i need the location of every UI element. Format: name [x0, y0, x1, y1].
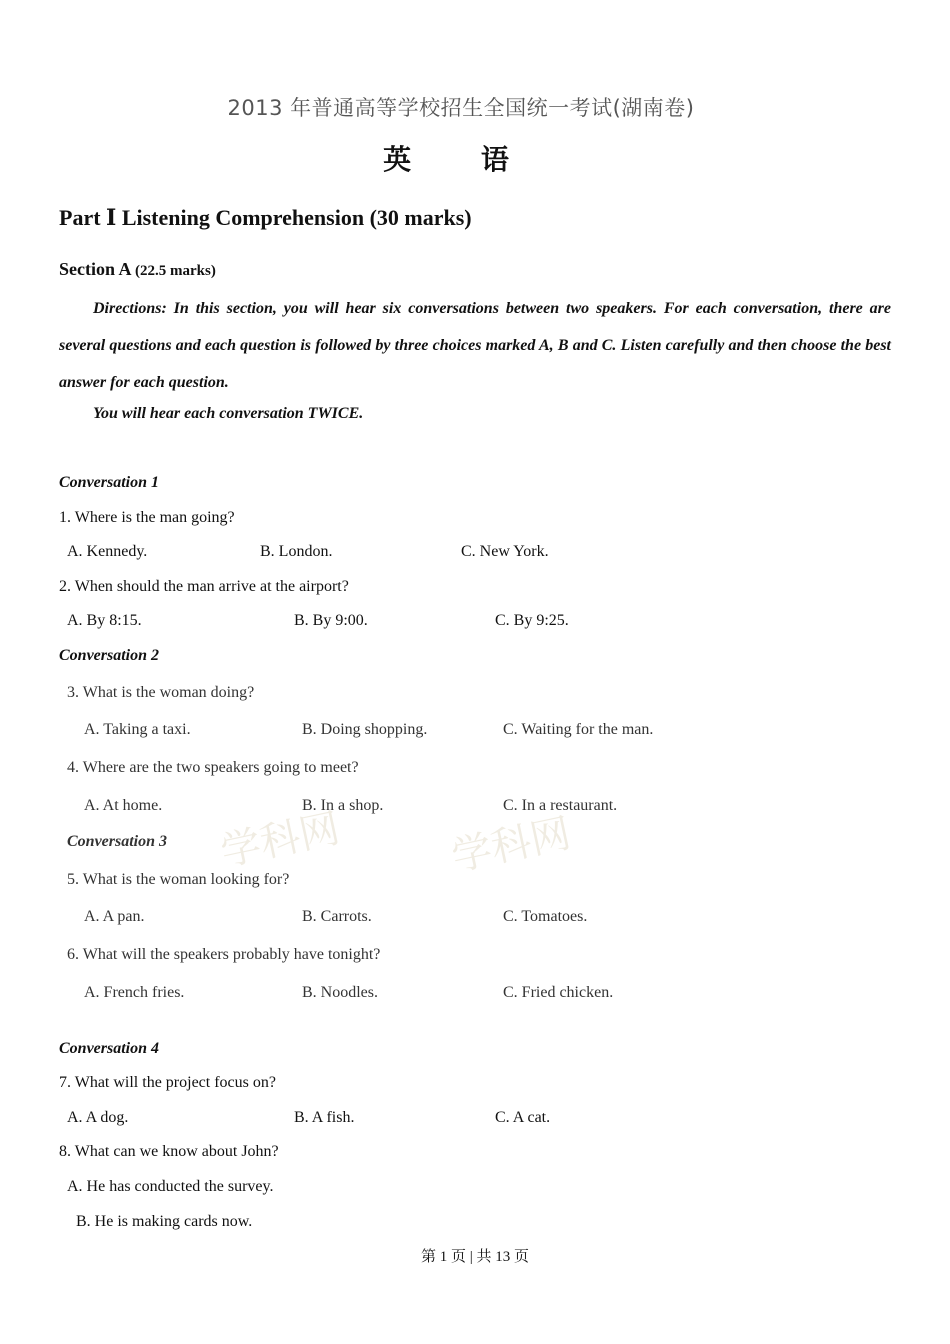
- option-a: A. French fries.: [84, 984, 185, 1001]
- option-b: B. Noodles.: [302, 984, 378, 1001]
- part-title: Part Ⅰ Listening Comprehension (30 marks): [59, 205, 472, 230]
- option-a: A. A pan.: [84, 908, 145, 925]
- option-c: C. Tomatoes.: [503, 908, 588, 925]
- question-text: 2. When should the man arrive at the airport?: [59, 578, 349, 595]
- twice-note: You will hear each conversation TWICE.: [93, 405, 364, 422]
- option-b: B. By 9:00.: [294, 612, 368, 629]
- option-a: A. He has conducted the survey.: [67, 1178, 274, 1195]
- option-b: B. London.: [260, 543, 333, 560]
- section-title: [59, 259, 216, 280]
- question-text: 5. What is the woman looking for?: [67, 871, 290, 888]
- option-a: A. Taking a taxi.: [84, 721, 191, 738]
- page-footer: 第 1 页 | 共 13 页: [420, 1249, 529, 1265]
- option-b: B. In a shop.: [302, 797, 384, 814]
- option-b: B. Carrots.: [302, 908, 372, 925]
- question-text: 8. What can we know about John?: [59, 1143, 279, 1160]
- watermark-text-1: 学科网: [216, 805, 344, 876]
- question-text: 1. Where is the man going?: [59, 509, 235, 526]
- option-c: C. New York.: [461, 543, 549, 560]
- watermark-text-2: 学科网: [447, 810, 575, 880]
- question-text: 7. What will the project focus on?: [59, 1074, 276, 1091]
- option-c: C. Waiting for the man.: [503, 721, 654, 738]
- section-name: Section A: [59, 259, 131, 279]
- option-a: A. At home.: [84, 797, 163, 814]
- conversation-title: Conversation 4: [59, 1040, 160, 1057]
- subject-title: 英 语: [383, 143, 539, 176]
- conversation-title: Conversation 3: [67, 833, 168, 850]
- option-c: C. By 9:25.: [495, 612, 569, 629]
- section-marks: (22.5 marks): [135, 263, 216, 279]
- option-a: A. Kennedy.: [67, 543, 148, 560]
- conversation-title: Conversation 1: [59, 474, 160, 491]
- question-text: 3. What is the woman doing?: [67, 684, 255, 701]
- question-text: 6. What will the speakers probably have tonight?: [67, 946, 381, 963]
- conversation-title: Conversation 2: [59, 647, 160, 664]
- section-directions: Directions: In this section, you will hear six conversations between two speakers. For each conversation, there are several questions and each question is followed by three choices marked A, B and C. Listen carefully and then choose the best answer for each question.: [59, 300, 891, 391]
- question-text: 4. Where are the two speakers going to meet?: [67, 759, 359, 776]
- option-a: A. A dog.: [67, 1109, 129, 1126]
- option-c: C. In a restaurant.: [503, 797, 618, 814]
- option-b: B. A fish.: [294, 1109, 355, 1126]
- option-b: B. He is making cards now.: [76, 1213, 253, 1230]
- option-c: C. Fried chicken.: [503, 984, 614, 1001]
- exam-title: 2013 年普通高等学校招生全国统一考试(湖南卷): [227, 96, 695, 120]
- option-a: A. By 8:15.: [67, 612, 142, 629]
- option-c: C. A cat.: [495, 1109, 551, 1126]
- option-b: B. Doing shopping.: [302, 721, 428, 738]
